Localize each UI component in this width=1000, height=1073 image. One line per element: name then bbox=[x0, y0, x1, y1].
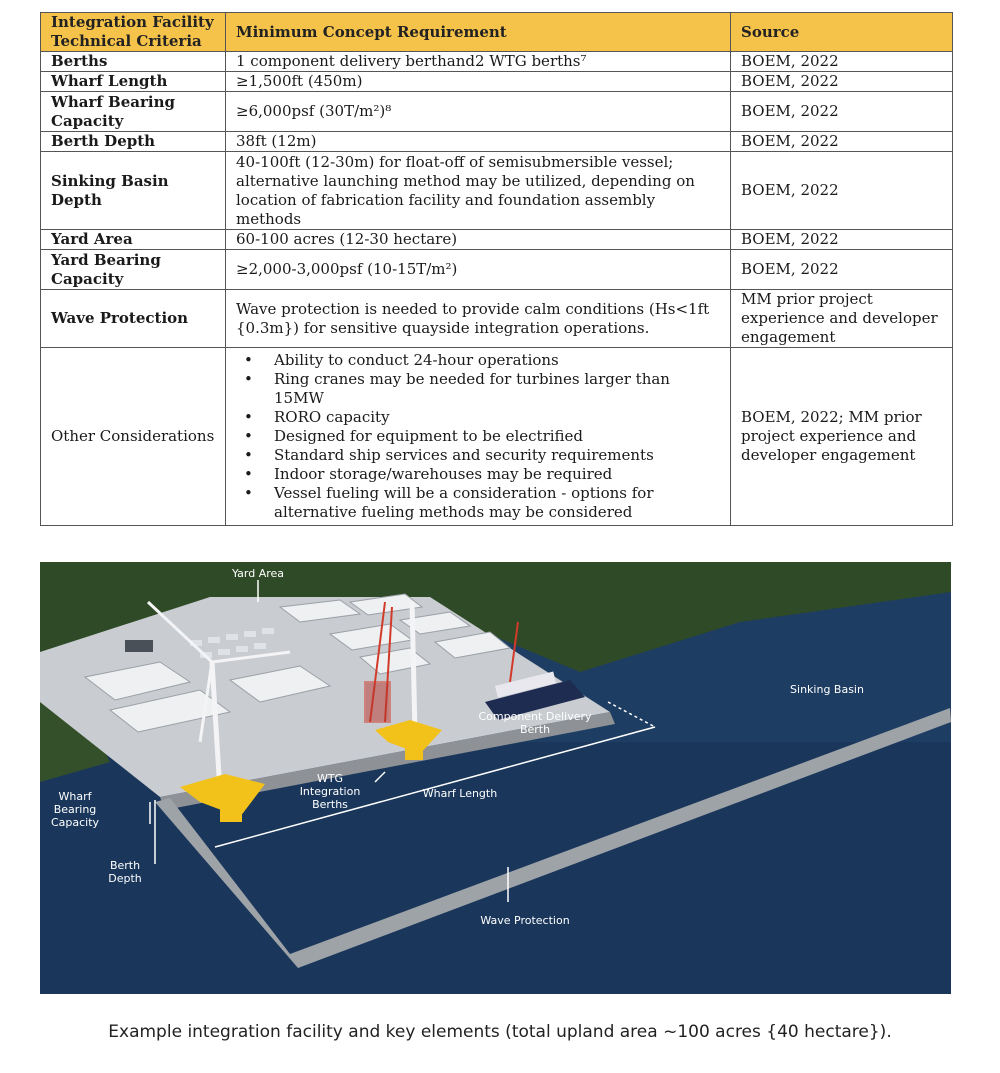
table-row bbox=[41, 72, 953, 92]
technical-criteria-table bbox=[40, 12, 953, 526]
list-item: • Designed for equipment to be electrified bbox=[274, 427, 720, 446]
label-sinking-basin: Sinking Basin bbox=[790, 683, 864, 696]
header-requirement: Minimum Concept Requirement bbox=[226, 13, 731, 52]
header-criteria: Integration Facility Technical Criteria bbox=[41, 13, 226, 52]
criteria-cell: Wharf Length bbox=[41, 72, 226, 92]
source-cell: BOEM, 2022; MM prior project experience and developer engagement bbox=[731, 348, 953, 526]
list-item: • RORO capacity bbox=[274, 408, 720, 427]
criteria-cell: Berths bbox=[41, 52, 226, 72]
table-row bbox=[41, 348, 953, 526]
criteria-cell: Wave Protection bbox=[41, 290, 226, 348]
source-cell: BOEM, 2022 bbox=[731, 250, 953, 290]
requirement-cell: ≥6,000psf (30T/m²)⁸ bbox=[226, 92, 731, 132]
criteria-cell: Sinking Basin Depth bbox=[41, 152, 226, 230]
table-row bbox=[41, 132, 953, 152]
table-row bbox=[41, 230, 953, 250]
label-berth-depth: Berth Depth bbox=[108, 859, 142, 885]
source-cell: BOEM, 2022 bbox=[731, 92, 953, 132]
requirement-cell: 40-100ft (12-30m) for float-off of semisubmersible vessel; alternative launching method may be utilized, depending on location of fabrication facility and foundation assembly methods bbox=[226, 152, 731, 230]
criteria-cell: Yard Bearing Capacity bbox=[41, 250, 226, 290]
header-source: Source bbox=[731, 13, 953, 52]
requirement-cell: ≥1,500ft (450m) bbox=[226, 72, 731, 92]
label-component-delivery-berth bbox=[475, 710, 595, 736]
criteria-cell: Yard Area bbox=[41, 230, 226, 250]
considerations-list bbox=[236, 351, 720, 522]
source-cell: BOEM, 2022 bbox=[731, 230, 953, 250]
list-item: • Standard ship services and security requirements bbox=[274, 446, 720, 465]
list-item: • Ability to conduct 24-hour operations bbox=[274, 351, 720, 370]
criteria-cell: Wharf Bearing Capacity bbox=[41, 92, 226, 132]
requirement-cell: Wave protection is needed to provide calm conditions (Hs<1ft {0.3m}) for sensitive quayside integration operations. bbox=[226, 290, 731, 348]
criteria-cell: Other Considerations bbox=[41, 348, 226, 526]
table-row bbox=[41, 152, 953, 230]
requirement-cell bbox=[226, 348, 731, 526]
table-row bbox=[41, 250, 953, 290]
facility-illustration bbox=[40, 562, 951, 994]
source-cell: BOEM, 2022 bbox=[731, 52, 953, 72]
source-cell: MM prior project experience and developer engagement bbox=[731, 290, 953, 348]
list-item: • Indoor storage/warehouses may be required bbox=[274, 465, 720, 484]
table-row bbox=[41, 290, 953, 348]
table-row bbox=[41, 92, 953, 132]
source-cell: BOEM, 2022 bbox=[731, 132, 953, 152]
table-row bbox=[41, 52, 953, 72]
figure-caption: Example integration facility and key elements (total upland area ~100 acres {40 hectare}). bbox=[108, 1022, 892, 1042]
office-building bbox=[125, 640, 153, 652]
label-yard-area: Yard Area bbox=[231, 567, 285, 580]
label-wharf-length: Wharf Length bbox=[422, 787, 498, 800]
label-wave-protection: Wave Protection bbox=[480, 914, 570, 927]
table-header-row bbox=[41, 13, 953, 52]
component-delivery-berth-text: Component Delivery Berth bbox=[478, 710, 592, 736]
requirement-cell: 1 component delivery berthand2 WTG berths⁷ bbox=[226, 52, 731, 72]
list-item: • Ring cranes may be needed for turbines larger than 15MW bbox=[274, 370, 720, 408]
facility-render bbox=[40, 562, 951, 994]
label-wtg-integration-berths: WTG Integration Berths bbox=[299, 772, 361, 811]
list-item: • Vessel fueling will be a consideration - options for alternative fueling methods may be considered bbox=[274, 484, 720, 522]
requirement-cell: 38ft (12m) bbox=[226, 132, 731, 152]
source-cell: BOEM, 2022 bbox=[731, 72, 953, 92]
label-wharf-bearing-capacity: Wharf Bearing Capacity bbox=[50, 790, 100, 829]
source-cell: BOEM, 2022 bbox=[731, 152, 953, 230]
requirement-cell: ≥2,000-3,000psf (10-15T/m²) bbox=[226, 250, 731, 290]
requirement-cell: 60-100 acres (12-30 hectare) bbox=[226, 230, 731, 250]
criteria-cell: Berth Depth bbox=[41, 132, 226, 152]
